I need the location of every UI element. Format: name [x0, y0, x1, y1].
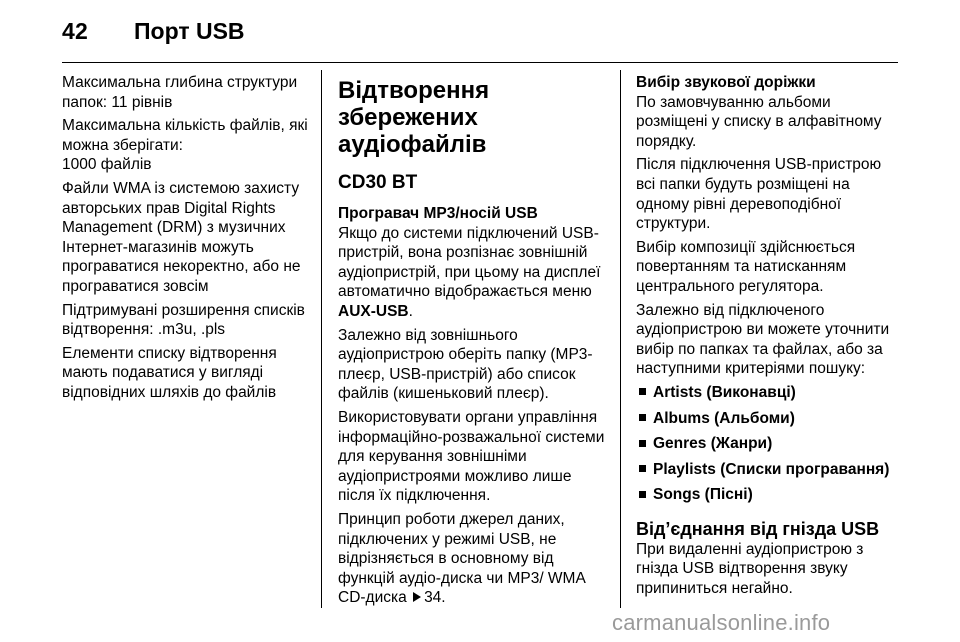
paragraph-folder-tree: Після підключення USB-пристрою всі папки будуть розміщені на одному рівні деревоподібної структури.	[636, 156, 882, 233]
aux-usb-menu-name: AUX-USB	[338, 302, 409, 320]
column-divider-2	[620, 70, 621, 608]
paragraph-search-criteria: Залежно від підключеного аудіопристрою ви можете уточнити вибір по папках та файлах, або за наступними критеріями пошуку:	[636, 301, 890, 378]
paragraph-usb-detect	[338, 224, 606, 322]
list-item-label: Playlists (Списки програвання)	[653, 460, 890, 478]
max-files-value: 1000 файлів	[62, 156, 152, 174]
paragraph-disconnect: При видаленні аудіопристрою з гнізда USB відтворення звуку припиниться негайно.	[636, 540, 864, 598]
track-selection-title: Вибір звукової доріжки	[636, 74, 816, 91]
principle-text: Принцип роботи джерел даних, підключених у режимі USB, не відрізняється в основному від функцій аудіо-диска чи MP3/ WMA CD-диска	[338, 510, 585, 607]
usb-detect-end: .	[408, 302, 413, 320]
bullet-icon	[639, 440, 646, 447]
paragraph-folder-depth: Максимальна глибина структури папок: 11 рівнів	[62, 74, 298, 111]
paragraph-drm: Файли WMA із системою захисту авторських прав Digital Rights Management (DRM) з музичних Інтернет-магазинів можуть програватися некоректно, або не програватися зовсім	[62, 179, 301, 295]
bullet-icon	[639, 465, 646, 472]
list-item-label: Songs (Пісні)	[653, 486, 753, 504]
list-item-label: Albums (Альбоми)	[653, 409, 795, 427]
paragraph-principle	[338, 510, 606, 608]
paragraph-select-folder: Залежно від зовнішнього аудіопристрою оберіть папку (MP3-плеєр, USB-пристрій) або список файлів (кишеньковий плеєр).	[338, 326, 593, 403]
criteria-list	[636, 383, 902, 505]
usb-detect-text: Якщо до системи підключений USB-пристрій, вона розпізнає зовнішній аудіопристрій, при цьому на дисплеї автоматично відображається меню	[338, 224, 601, 301]
paragraph-max-files	[62, 116, 312, 175]
list-item	[636, 409, 902, 429]
bullet-icon	[639, 491, 646, 498]
list-item	[636, 434, 902, 454]
model-subheading: CD30 BT	[338, 172, 418, 193]
header-divider	[62, 62, 898, 63]
page-number: 42	[62, 18, 88, 44]
list-item	[636, 383, 902, 403]
usb-player-title: Програвач MP3/носій USB	[338, 205, 538, 222]
column-1	[62, 73, 312, 407]
paragraph-controls: Використовувати органи управління інформаційно-розважальної системи для керування зовнішніми аудіопристроями можливо лише після їх підключення.	[338, 408, 605, 505]
column-2	[338, 73, 606, 612]
paragraph-playlist-extensions: Підтримувані розширення списків відтворення: .m3u, .pls	[62, 301, 305, 339]
section-heading: Відтворення збережених аудіофайлів	[338, 77, 490, 158]
list-item-label: Artists (Виконавці)	[653, 383, 796, 401]
page-reference-icon	[413, 592, 421, 602]
disconnect-heading: Від’єднання від гнізда USB	[636, 518, 880, 539]
list-item	[636, 485, 902, 505]
paragraph-knob: Вибір композиції здійснюється повертанням та натисканням центрального регулятора.	[636, 238, 856, 295]
page-title: Порт USB	[134, 18, 245, 44]
page-header	[0, 0, 960, 62]
paragraph-playlist-items: Елементи списку відтворення мають подаватися у вигляді відповідних шляхів до файлів	[62, 344, 277, 401]
list-item	[636, 460, 902, 480]
bullet-icon	[639, 388, 646, 395]
watermark: carmanualsonline.info	[612, 610, 831, 635]
paragraph-default-order: По замовчуванню альбоми розміщені у списку в алфавітному порядку.	[636, 93, 882, 150]
bullet-icon	[639, 414, 646, 421]
column-divider-1	[321, 70, 322, 608]
page-reference: 34.	[424, 589, 446, 607]
max-files-label: Максимальна кількість файлів, які можна зберігати:	[62, 117, 308, 154]
list-item-label: Genres (Жанри)	[653, 435, 773, 453]
column-3	[636, 73, 902, 603]
